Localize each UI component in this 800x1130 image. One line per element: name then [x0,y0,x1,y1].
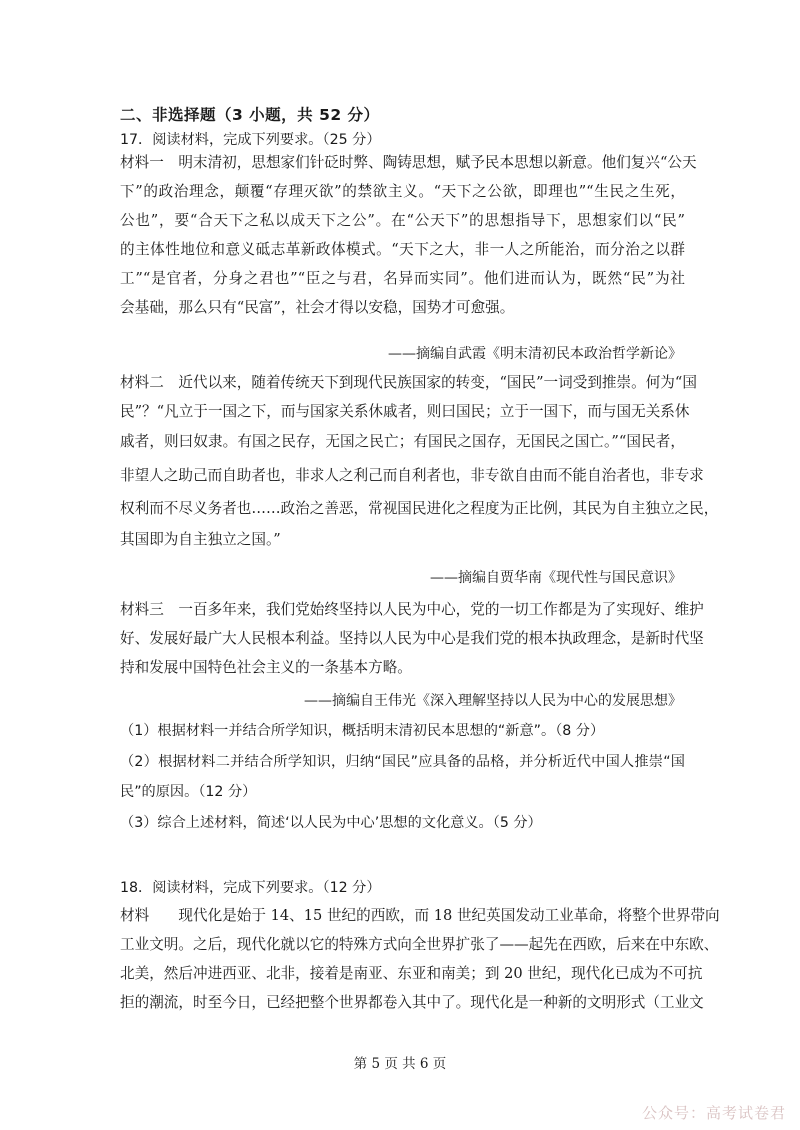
material1-line: 公也”，要“合天下之私以成天下之公”。在“公天下”的思想指导下，思想家们以“民” [120,212,685,229]
sub-question-continued: 民”的原因。（12 分） [120,784,257,800]
section-title: 二、非选择题（3 小题，共 52 分） [120,106,380,124]
q18-material-line: 北美，然后冲进西亚、北非，接着是南亚、东亚和南美；到 20 世纪，现代化已成为不可抗 [120,965,703,982]
material2-line: 其国即为自主独立之国。” [120,531,281,548]
sub-question: （1）根据材料一并结合所学知识，概括明末清初民本思想的“新意”。（8 分） [120,723,605,739]
q18-material-line: 材料 现代化是始于 14、15 世纪的西欧，而 18 世纪英国发动工业革命，将整个世界带向 [120,907,720,924]
material3-line: 持和发展中国特色社会主义的一条基本方略。 [120,659,412,676]
material1-line: 的主体性地位和意义砥志革新政体模式。“天下之大，非一人之所能治，而分治之以群 [120,241,685,258]
material1-line: 材料一 明末清初，思想家们针砭时弊、陶铸思想，赋予民本思想以新意。他们复兴“公天 [120,154,697,171]
material2-source: ——摘编自贾华南《现代性与国民意识》 [430,570,682,586]
material1-source: ——摘编自武霞《明末清初民本政治哲学新论》 [388,346,682,362]
q18-material-line: 拒的潮流，时至今日，已经把整个世界都卷入其中了。现代化是一种新的文明形式（工业文 [120,994,704,1011]
q18-material-line: 工业文明。之后，现代化就以它的特殊方式向全世界扩张了——起先在西欧，后来在中东欧、 [120,936,719,953]
material2-line: 戚者，则曰奴隶。有国之民存，无国之民亡；有国民之国存，无国民之国亡。”“国民者， [120,433,685,450]
material3-line: 好、发展好最广大人民根本利益。坚持以人民为中心是我们党的根本执政理念，是新时代坚 [120,630,704,647]
material2-line: 材料二 近代以来，随着传统天下到现代民族国家的转变，“国民”一词受到推崇。何为“国 [120,374,697,391]
material1-line: 工”“是官者，分身之君也”“臣之与君，名异而实同”。他们进而认为，既然“民”为社 [120,270,685,287]
q17-heading: 17．阅读材料，完成下列要求。（25 分） [120,132,381,148]
sub-question: （2）根据材料二并结合所学知识，归纳“国民”应具备的品格，并分析近代中国人推崇“国 [120,754,685,770]
sub-question: （3）综合上述材料，简述‘以人民为中心’思想的文化意义。（5 分） [120,815,542,831]
page-number-footer: 第 5 页 共 6 页 [353,1056,447,1072]
material2-line: 非望人之助己而自助者也，非求人之利己而自利者也，非专欲自由而不能自治者也，非专求 [120,467,704,484]
material3-line: 材料三 一百多年来，我们党始终坚持以人民为中心，党的一切工作都是为了实现好、维护 [120,601,704,618]
material1-line: 下”的政治理念，颠覆“存理灭欲”的禁欲主义。“天下之公欲，即理也”“生民之生死， [120,183,685,200]
watermark-text: 公众号：高考试卷君 [641,1104,786,1122]
material2-line: 权利而不尽义务者也……政治之善恶，常视国民进化之程度为正比例，其民为自主独立之民， [120,500,719,517]
material3-source: ——摘编自王伟光《深入理解坚持以人民为中心的发展思想》 [304,693,682,709]
material2-line: 民”？“凡立于一国之下，而与国家关系休戚者，则曰国民；立于一国下，而与国无关系休 [120,403,690,420]
q18-heading: 18．阅读材料，完成下列要求。（12 分） [120,880,381,896]
material1-line: 会基础，那么只有“民富”，社会才得以安稳，国势才可愈强。 [120,299,515,316]
